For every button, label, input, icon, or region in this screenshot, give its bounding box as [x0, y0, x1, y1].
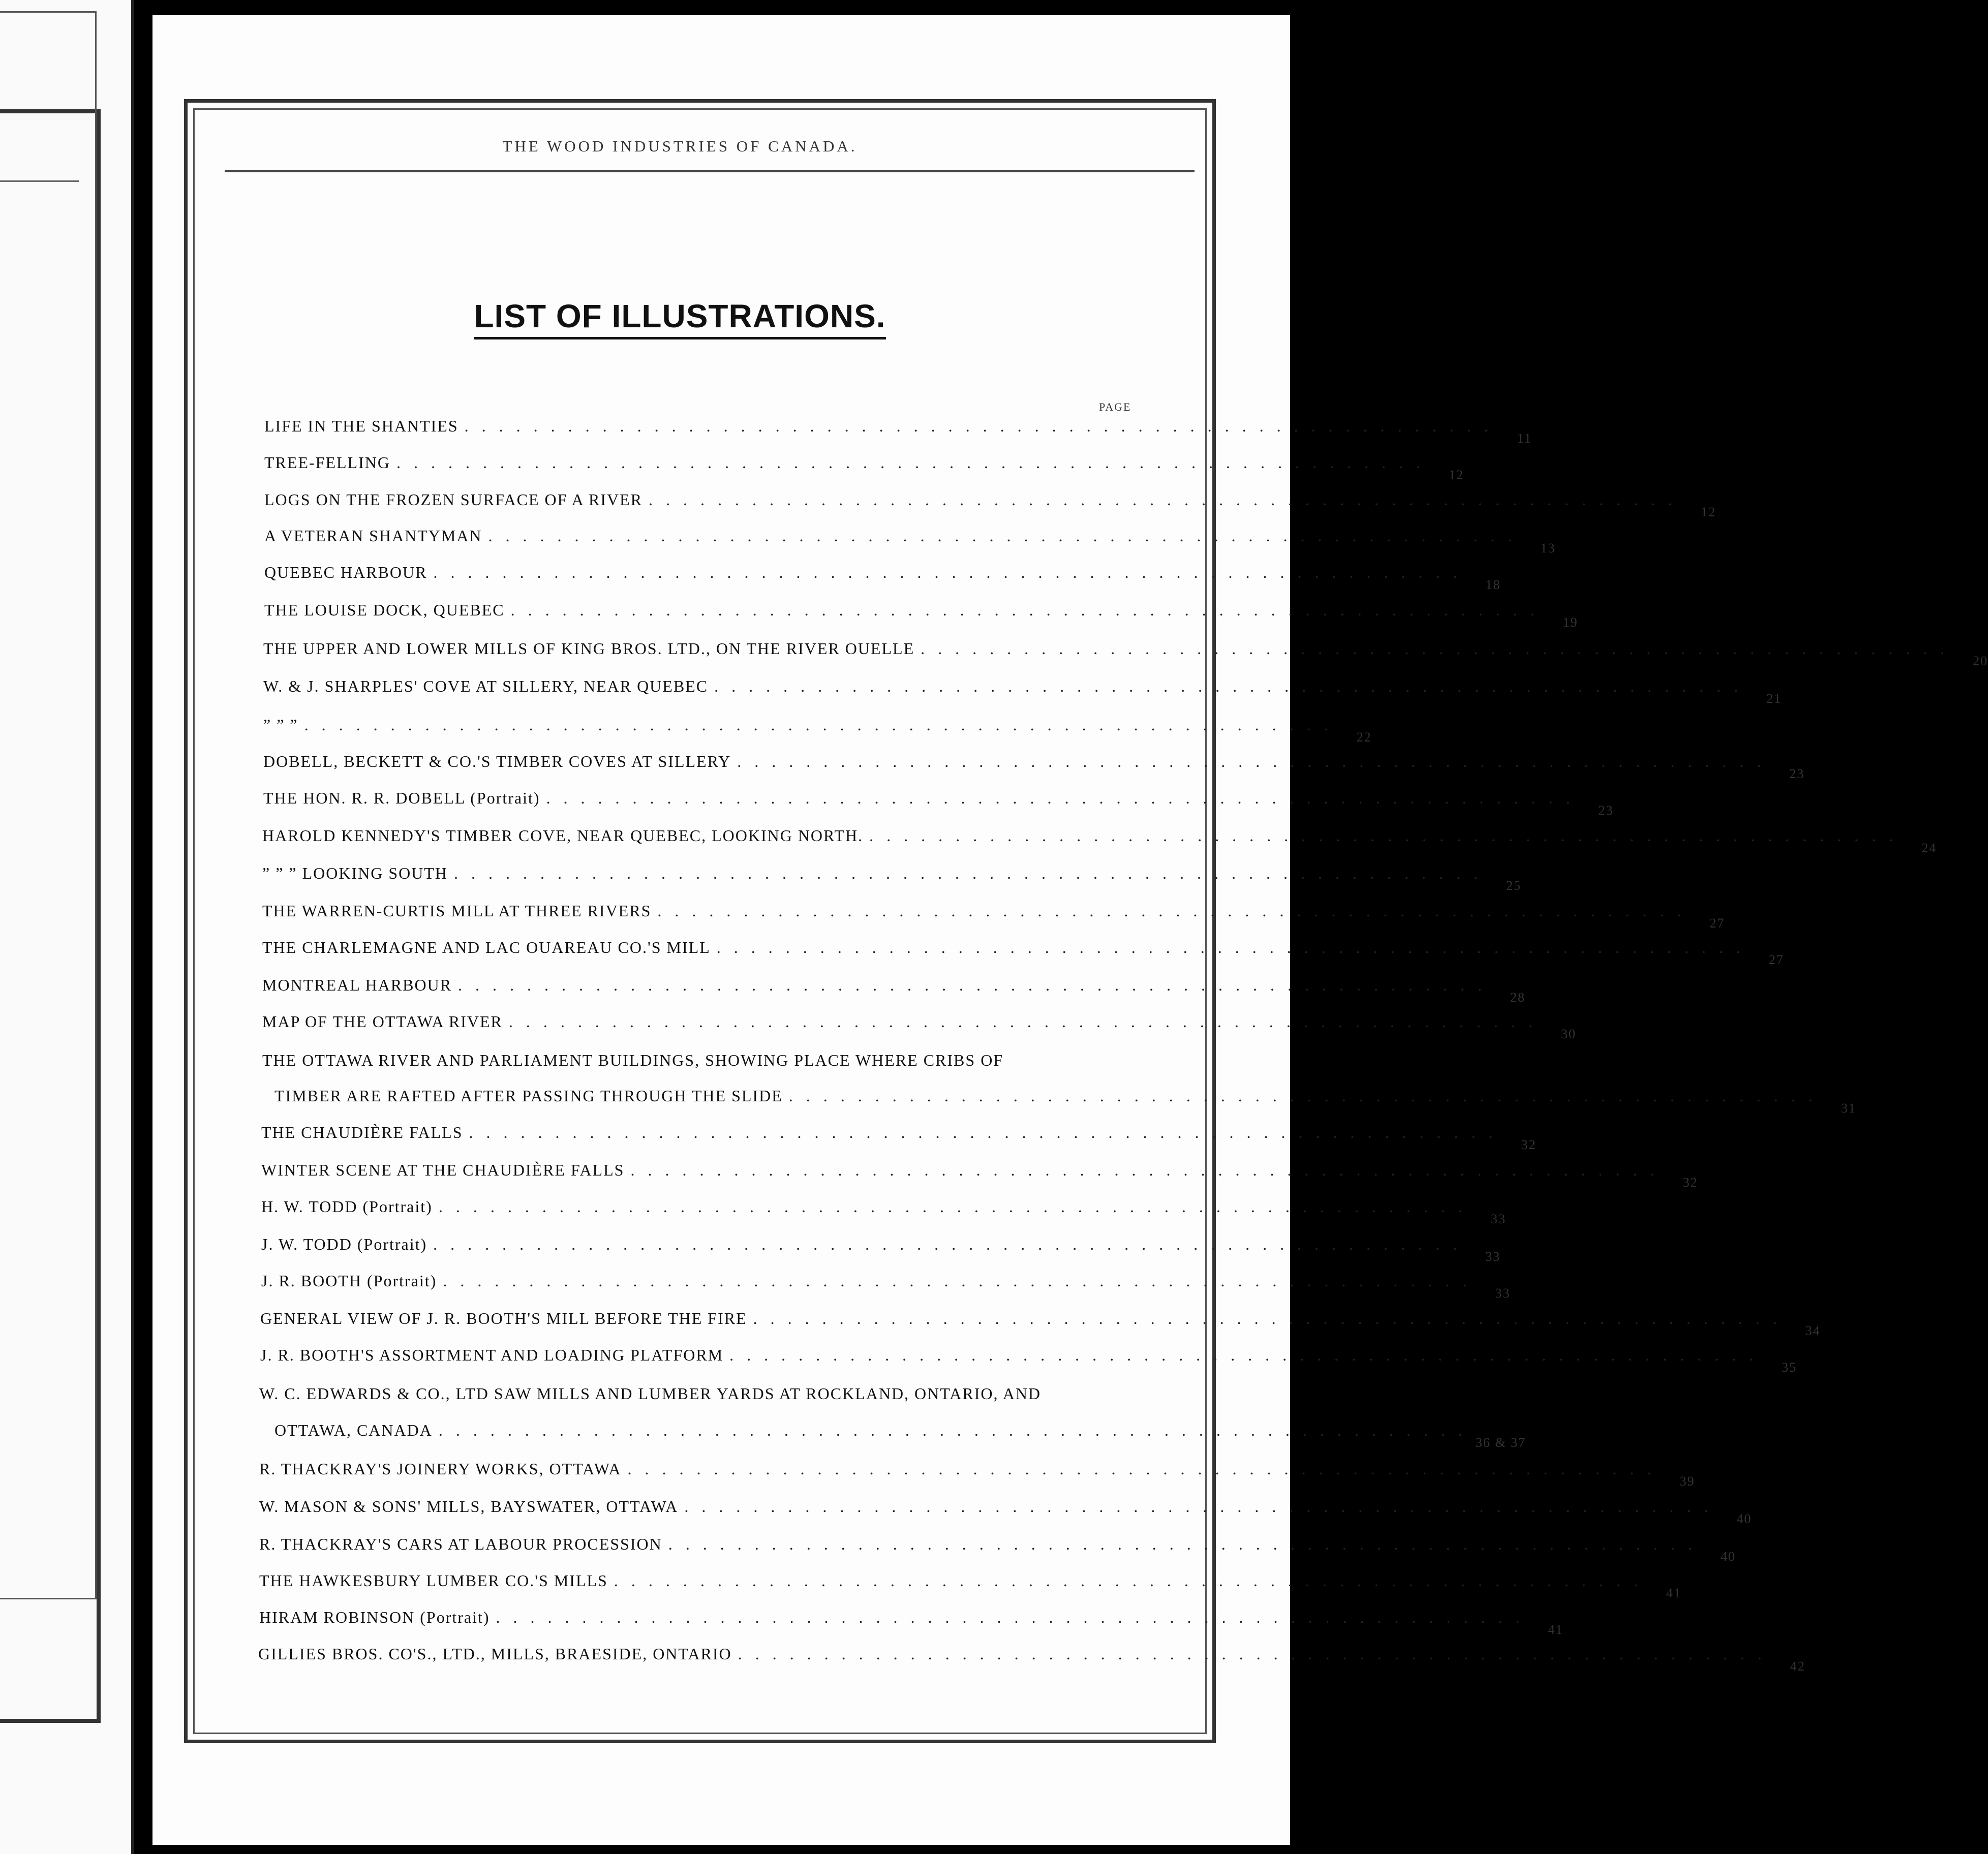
leader-dots: ............................................................: [714, 677, 1752, 695]
list-item: [261, 1235, 1501, 1264]
illustrations-list: [152, 15, 1988, 1845]
list-item: [264, 417, 1532, 446]
list-item-page-number: 24: [1921, 841, 1937, 855]
list-item-label: DOBELL, BECKETT & CO.'S TIMBER COVES AT SILLERY: [263, 752, 731, 770]
list-item: [259, 1535, 1736, 1564]
list-item-label: THE WARREN-CURTIS MILL AT THREE RIVERS: [262, 902, 652, 920]
leader-dots: ............................................................: [433, 1235, 1471, 1253]
list-item: [263, 789, 1614, 818]
list-item: [260, 1346, 1797, 1375]
list-item-label: ” ” ” LOOKING SOUTH: [262, 864, 448, 882]
leader-dots: ............................................................: [488, 527, 1525, 545]
list-item-page-number: 27: [1709, 916, 1725, 931]
list-item-page-number: 23: [1598, 803, 1614, 818]
leader-dots: ............................................................: [546, 789, 1583, 807]
list-item-label: J. R. BOOTH (Portrait): [261, 1272, 437, 1290]
list-item-label: HIRAM ROBINSON (Portrait): [259, 1608, 490, 1626]
list-item: [263, 677, 1782, 706]
list-item: [261, 1197, 1506, 1226]
leader-dots: ............................................................: [464, 417, 1502, 435]
leader-dots: ............................................................: [737, 752, 1775, 770]
leader-dots: ............................................................: [469, 1123, 1506, 1141]
list-item-page-number: 42: [1790, 1659, 1806, 1674]
list-item-label: GILLIES BROS. CO'S., LTD., MILLS, BRAESIDE, ONTARIO: [258, 1645, 732, 1663]
left-page-inner-frame: [0, 11, 97, 1599]
leader-dots: ............................................................: [438, 1197, 1476, 1216]
list-item-label: W. C. EDWARDS & CO., LTD SAW MILLS AND LUMBER YARDS AT ROCKLAND, ONTARIO, AND: [259, 1384, 1042, 1403]
leader-dots: ............................................................: [657, 902, 1695, 920]
list-item: [261, 1161, 1698, 1190]
list-item: [262, 976, 1526, 1005]
list-item-label: THE UPPER AND LOWER MILLS OF KING BROS. LTD., ON THE RIVER OUELLE: [263, 639, 915, 658]
list-item-page-number: 23: [1789, 766, 1805, 781]
leader-dots: ............................................................: [614, 1571, 1651, 1590]
page-column-label: PAGE: [1099, 400, 1131, 413]
list-item-page-number: 32: [1521, 1137, 1537, 1152]
list-item-label: R. THACKRAY'S CARS AT LABOUR PROCESSION: [259, 1535, 662, 1553]
leader-dots: ............................................................: [433, 563, 1471, 581]
list-item-page-number: 28: [1510, 990, 1526, 1005]
list-item-label: MAP OF THE OTTAWA RIVER: [262, 1012, 503, 1031]
list-item: [274, 1421, 1526, 1450]
list-item: [259, 1608, 1564, 1637]
list-item-label: OTTAWA, CANADA: [274, 1421, 433, 1439]
list-item-page-number: 36 & 37: [1475, 1435, 1526, 1450]
leader-dots: ............................................................: [454, 864, 1491, 882]
list-item: [263, 639, 1988, 668]
list-item: [264, 453, 1464, 482]
list-item-page-number: 40: [1736, 1511, 1752, 1526]
list-item: [261, 1123, 1537, 1152]
leader-dots: ............................................................: [729, 1346, 1767, 1364]
list-item-label: R. THACKRAY'S JOINERY WORKS, OTTAWA: [259, 1460, 622, 1478]
leader-dots: ............................................................: [508, 1012, 1546, 1031]
list-item-page-number: 34: [1805, 1323, 1821, 1338]
list-item: [258, 1645, 1806, 1674]
list-item-page-number: 31: [1841, 1101, 1856, 1116]
running-head: THE WOOD INDUSTRIES OF CANADA.: [502, 137, 858, 155]
left-page-rule: [0, 180, 79, 182]
leader-dots: ............................................................: [438, 1421, 1476, 1439]
leader-dots: ............................................................: [668, 1535, 1705, 1553]
list-item-page-number: 18: [1485, 577, 1501, 592]
list-item: [259, 1384, 1123, 1403]
leader-dots: ............................................................: [788, 1087, 1826, 1105]
list-item-label: GENERAL VIEW OF J. R. BOOTH'S MILL BEFORE THE FIRE: [260, 1309, 747, 1327]
list-item-page-number: 32: [1683, 1175, 1698, 1190]
leader-dots: ............................................................: [443, 1272, 1480, 1290]
list-item-page-number: 33: [1490, 1212, 1506, 1226]
list-item-label: LIFE IN THE SHANTIES: [264, 417, 458, 435]
list-item: [262, 938, 1784, 967]
list-item: [260, 1309, 1821, 1338]
leader-dots: ............................................................: [496, 1608, 1533, 1626]
list-item-page-number: 33: [1485, 1249, 1501, 1264]
list-item: [259, 1460, 1695, 1489]
list-item-label: THE CHAUDIÈRE FALLS: [261, 1123, 463, 1141]
list-item: [262, 902, 1725, 931]
list-item: [262, 1012, 1576, 1041]
list-item: [262, 864, 1522, 893]
left-facing-page: [0, 0, 134, 1854]
list-item-label: HAROLD KENNEDY'S TIMBER COVE, NEAR QUEBEC, LOOKING NORTH.: [262, 826, 864, 845]
list-item-label: A VETERAN SHANTYMAN: [264, 527, 482, 545]
list-item-label: LOGS ON THE FROZEN SURFACE OF A RIVER: [264, 490, 643, 509]
list-item-label: THE OTTAWA RIVER AND PARLIAMENT BUILDINGS, SHOWING PLACE WHERE CRIBS OF: [262, 1051, 1004, 1069]
list-item-page-number: 13: [1540, 541, 1556, 555]
list-item-page-number: 41: [1548, 1622, 1564, 1637]
leader-dots: ............................................................: [396, 453, 1433, 472]
list-item-page-number: 27: [1768, 952, 1784, 967]
list-item: [264, 527, 1556, 555]
list-item: [259, 1571, 1681, 1600]
list-item-page-number: 12: [1701, 505, 1717, 519]
leader-dots: ............................................................: [304, 716, 1341, 734]
list-item: [263, 716, 1372, 745]
list-item-label: J. W. TODD (Portrait): [261, 1235, 427, 1253]
list-item-page-number: 25: [1506, 878, 1522, 893]
page-title-text: LIST OF ILLUSTRATIONS.: [474, 297, 885, 339]
list-item-page-number: 39: [1679, 1474, 1695, 1489]
list-item: [264, 490, 1717, 519]
leader-dots: ............................................................: [627, 1460, 1665, 1478]
list-item: [263, 752, 1805, 781]
list-item-page-number: 30: [1561, 1027, 1576, 1041]
leader-dots: ............................................................: [738, 1645, 1775, 1663]
list-item-label: H. W. TODD (Portrait): [261, 1197, 433, 1216]
leader-dots: ............................................................: [869, 826, 1907, 845]
list-item-label: W. MASON & SONS' MILLS, BAYSWATER, OTTAWA: [259, 1497, 679, 1516]
leader-dots: ............................................................: [510, 601, 1548, 619]
list-item-page-number: 35: [1782, 1360, 1797, 1375]
list-item-label: TIMBER ARE RAFTED AFTER PASSING THROUGH THE SLIDE: [274, 1087, 783, 1105]
leader-dots: ............................................................: [716, 938, 1754, 956]
list-item-label: TREE-FELLING: [264, 453, 390, 472]
list-item-label: QUEBEC HARBOUR: [264, 563, 427, 581]
leader-dots: ............................................................: [921, 639, 1958, 658]
list-item-page-number: 11: [1517, 431, 1532, 446]
list-item: [259, 1497, 1752, 1526]
list-item-page-number: 20: [1973, 654, 1988, 668]
leader-dots: ............................................................: [684, 1497, 1722, 1516]
leader-dots: ............................................................: [649, 490, 1686, 509]
list-item-label: THE CHARLEMAGNE AND LAC OUAREAU CO.'S MILL: [262, 938, 711, 956]
leader-dots: ............................................................: [753, 1309, 1790, 1327]
list-item-page-number: 19: [1563, 615, 1578, 630]
document-page: [152, 15, 1988, 1845]
list-item-label: J. R. BOOTH'S ASSORTMENT AND LOADING PLATFORM: [260, 1346, 724, 1364]
list-item-label: MONTREAL HARBOUR: [262, 976, 452, 994]
list-item-label: THE HAWKESBURY LUMBER CO.'S MILLS: [259, 1571, 608, 1590]
list-item: [264, 601, 1578, 630]
list-item: [262, 1051, 1123, 1070]
list-item-page-number: 21: [1766, 691, 1782, 706]
list-item: [264, 563, 1501, 592]
list-item-page-number: 33: [1495, 1286, 1511, 1301]
list-item-page-number: 22: [1356, 730, 1372, 745]
list-item: [261, 1272, 1511, 1301]
list-item-label: WINTER SCENE AT THE CHAUDIÈRE FALLS: [261, 1161, 625, 1179]
leader-dots: ............................................................: [458, 976, 1495, 994]
list-item-label: W. & J. SHARPLES' COVE AT SILLERY, NEAR QUEBEC: [263, 677, 709, 695]
list-item-page-number: 41: [1666, 1586, 1681, 1600]
list-item-label: THE HON. R. R. DOBELL (Portrait): [263, 789, 540, 807]
list-item: [274, 1087, 1856, 1116]
list-item-label: THE LOUISE DOCK, QUEBEC: [264, 601, 505, 619]
list-item: [262, 826, 1937, 855]
list-item-page-number: 40: [1720, 1549, 1736, 1564]
list-item-label: ” ” ”: [263, 716, 298, 734]
leader-dots: ............................................................: [630, 1161, 1668, 1179]
list-item-page-number: 12: [1448, 468, 1464, 482]
